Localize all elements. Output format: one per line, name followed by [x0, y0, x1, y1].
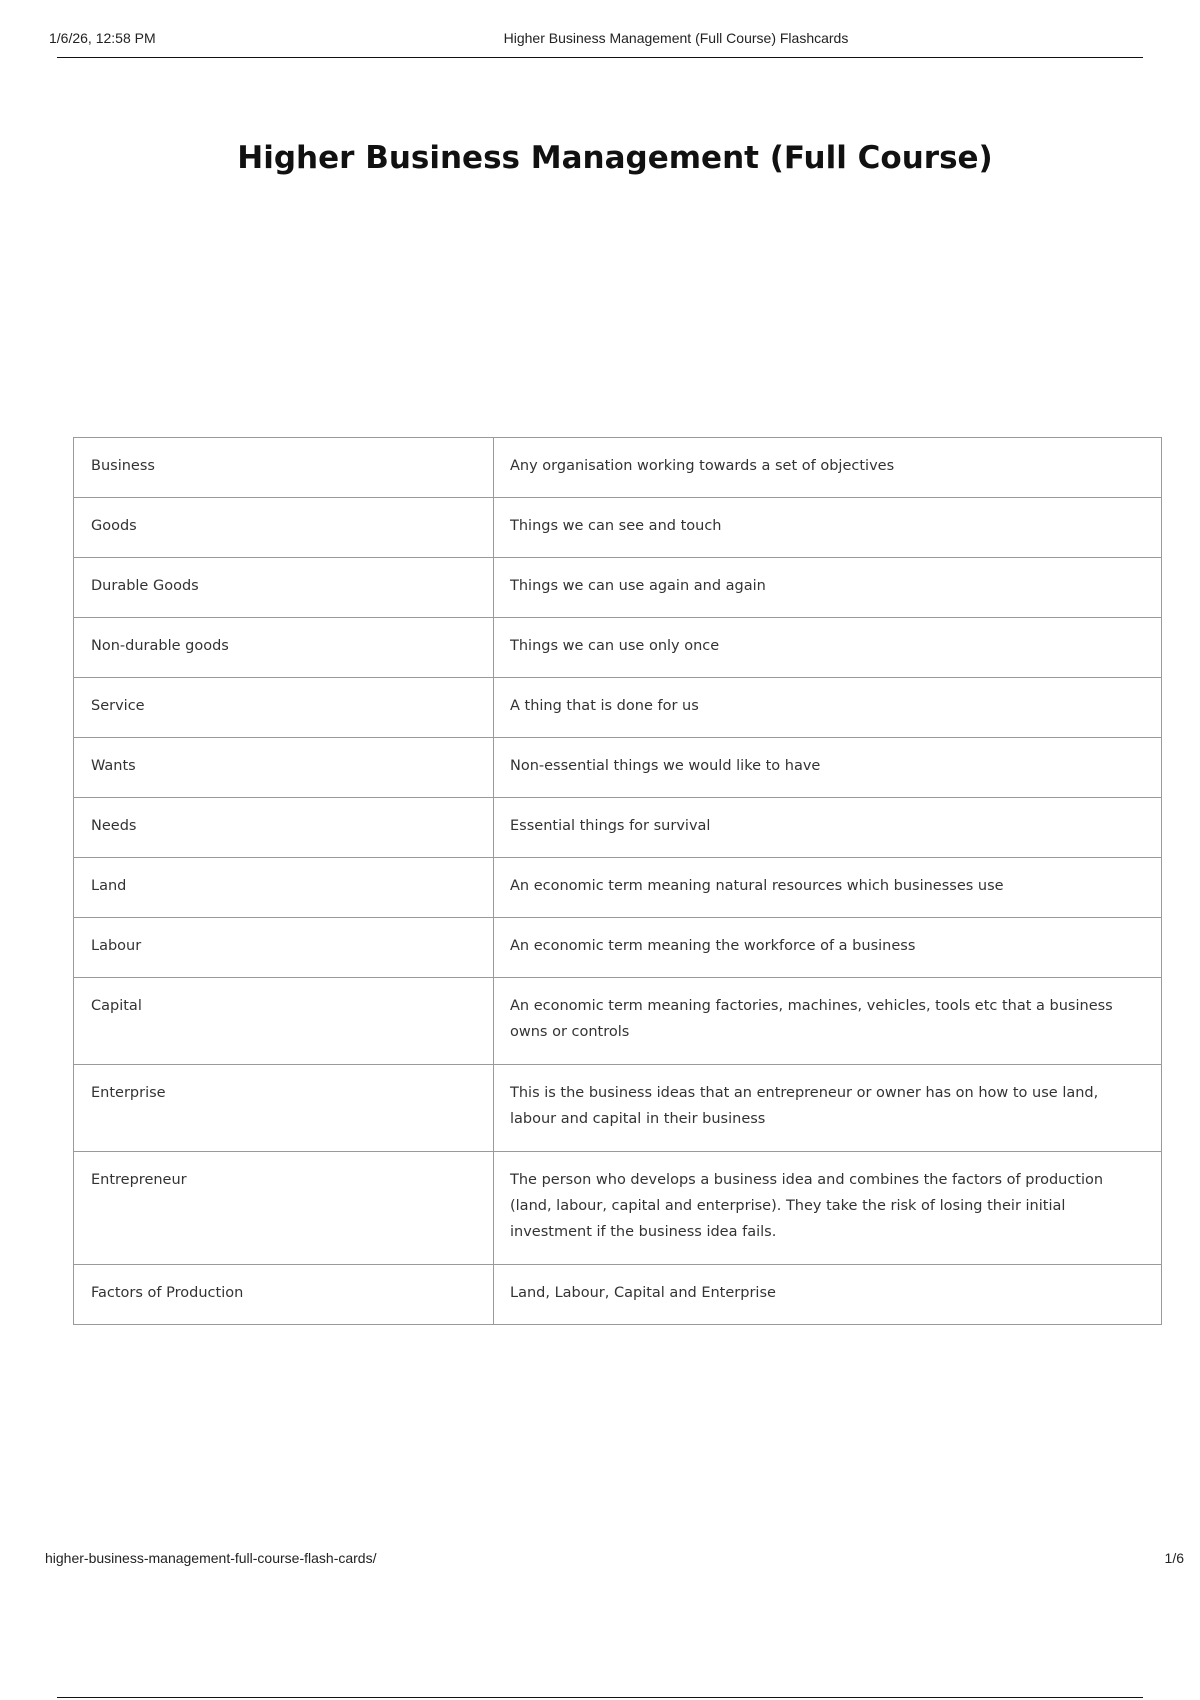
table-row	[74, 618, 1162, 678]
flashcard-definition: Things we can use again and again	[494, 558, 1162, 618]
table-row	[74, 1265, 1162, 1325]
flashcard-term: Durable Goods	[74, 558, 494, 618]
flashcard-term: Enterprise	[74, 1065, 494, 1152]
flashcard-definition: This is the business ideas that an entrepreneur or owner has on how to use land, labour and capital in their business	[494, 1065, 1162, 1152]
flashcard-term: Factors of Production	[74, 1265, 494, 1325]
flashcard-term: Capital	[74, 978, 494, 1065]
flashcard-definition: The person who develops a business idea and combines the factors of production (land, labour, capital and enterprise). They take the risk of losing their initial investment if the business idea fails.	[494, 1152, 1162, 1265]
page-title: Higher Business Management (Full Course)	[237, 140, 993, 176]
flashcard-table	[73, 437, 1162, 1325]
table-row	[74, 798, 1162, 858]
page-url: higher-business-management-full-course-flash-cards/	[45, 1550, 377, 1566]
flashcard-term: Non-durable goods	[74, 618, 494, 678]
flashcard-term: Labour	[74, 918, 494, 978]
flashcard-term: Goods	[74, 498, 494, 558]
table-row	[74, 858, 1162, 918]
table-row	[74, 438, 1162, 498]
flashcard-definition: Things we can see and touch	[494, 498, 1162, 558]
print-datetime: 1/6/26, 12:58 PM	[49, 30, 156, 46]
flashcard-definition: Non-essential things we would like to have	[494, 738, 1162, 798]
flashcard-term: Needs	[74, 798, 494, 858]
print-header	[0, 30, 1200, 56]
table-row	[74, 558, 1162, 618]
flashcard-definition: Things we can use only once	[494, 618, 1162, 678]
flashcard-definition: Essential things for survival	[494, 798, 1162, 858]
table-row	[74, 918, 1162, 978]
flashcard-term: Service	[74, 678, 494, 738]
table-row	[74, 1065, 1162, 1152]
table-row	[74, 978, 1162, 1065]
header-divider	[57, 57, 1143, 58]
flashcard-definition: Land, Labour, Capital and Enterprise	[494, 1265, 1162, 1325]
flashcard-definition: An economic term meaning natural resources which businesses use	[494, 858, 1162, 918]
table-row	[74, 498, 1162, 558]
flashcard-term: Land	[74, 858, 494, 918]
flashcard-term: Business	[74, 438, 494, 498]
flashcard-definition: An economic term meaning factories, machines, vehicles, tools etc that a business owns or controls	[494, 978, 1162, 1065]
flashcard-definition: Any organisation working towards a set of objectives	[494, 438, 1162, 498]
flashcard-definition: A thing that is done for us	[494, 678, 1162, 738]
flashcard-term: Entrepreneur	[74, 1152, 494, 1265]
table-row	[74, 678, 1162, 738]
print-document-title: Higher Business Management (Full Course) Flashcards	[503, 30, 849, 46]
table-row	[74, 1152, 1162, 1265]
table-row	[74, 738, 1162, 798]
flashcard-definition: An economic term meaning the workforce of a business	[494, 918, 1162, 978]
page-number: 1/6	[1164, 1550, 1184, 1566]
footer-divider	[57, 1697, 1143, 1698]
flashcard-term: Wants	[74, 738, 494, 798]
